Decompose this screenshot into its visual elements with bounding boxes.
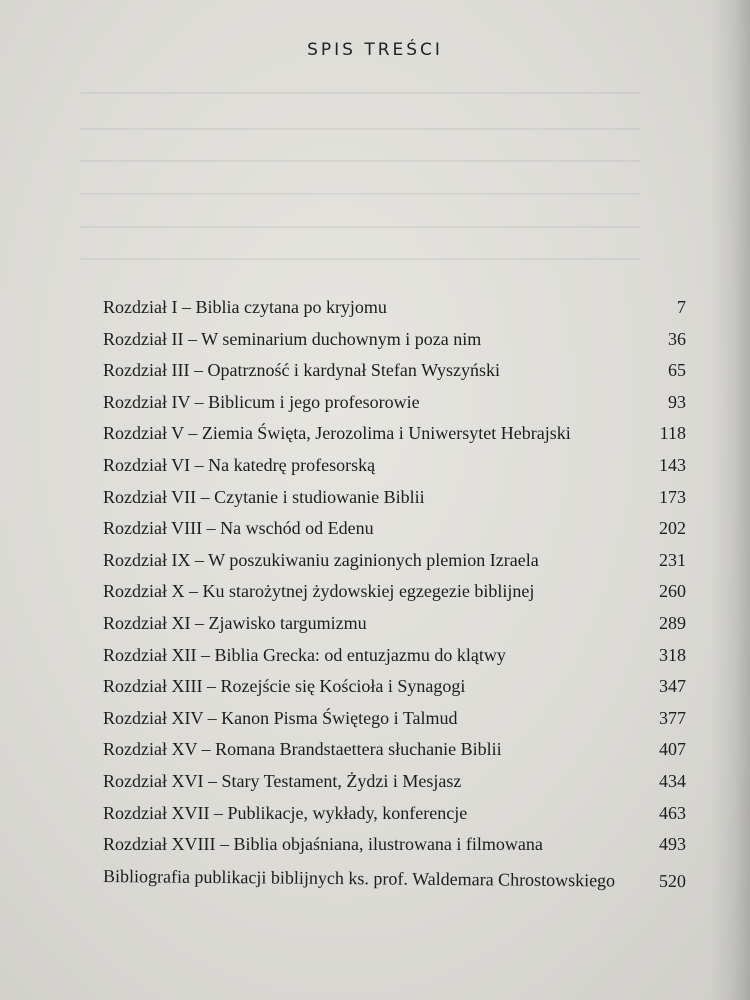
toc-row <box>103 608 686 640</box>
page-number: 202 <box>659 518 686 539</box>
toc-entry <box>103 703 458 735</box>
page-number: 7 <box>677 297 686 317</box>
chapter-title: Biblia czytana po kryjomu <box>195 297 387 317</box>
separator: – <box>190 391 209 412</box>
toc-entry <box>103 734 502 766</box>
chapter-label: Rozdział IV <box>103 391 191 412</box>
chapter-label: Rozdział I <box>103 297 178 317</box>
chapter-title: Na katedrę profesorską <box>208 454 376 475</box>
show-through-line <box>80 258 640 260</box>
page-number: 173 <box>659 486 686 507</box>
toc-row <box>103 734 686 766</box>
toc-row <box>103 829 686 861</box>
chapter-title: W seminarium duchownym i poza nim <box>201 328 482 349</box>
show-through-line <box>80 92 640 94</box>
toc-row <box>103 355 686 387</box>
chapter-label: Rozdział IX <box>103 549 191 570</box>
page-number: 93 <box>668 391 686 412</box>
separator: – <box>197 739 216 760</box>
separator: – <box>202 676 221 697</box>
page-number: 347 <box>659 676 686 697</box>
chapter-title: Biblia objaśniana, ilustrowana i filmowana <box>233 834 543 855</box>
page-number: 377 <box>659 707 686 728</box>
show-through-line <box>80 193 640 195</box>
page-number: 407 <box>659 739 686 760</box>
chapter-label: Rozdział II <box>103 328 184 349</box>
toc-row <box>103 545 686 577</box>
toc-row <box>103 671 686 703</box>
table-of-contents <box>103 292 686 892</box>
page-number: 463 <box>659 802 686 823</box>
page-number: 493 <box>659 834 686 855</box>
chapter-title: Publikacje, wykłady, konferencje <box>227 802 468 823</box>
chapter-label: Rozdział VI <box>103 454 191 475</box>
toc-entry <box>103 450 375 482</box>
show-through-line <box>80 226 640 228</box>
toc-entry <box>103 482 425 514</box>
separator: – <box>209 802 228 823</box>
toc-entry <box>103 798 467 830</box>
show-through-line <box>80 128 640 130</box>
toc-entry <box>103 324 481 356</box>
chapter-label: Rozdział XII <box>103 644 197 665</box>
separator: – <box>203 707 222 728</box>
chapter-label: Rozdział XIII <box>103 676 203 697</box>
page-number: 434 <box>659 770 686 791</box>
toc-entry <box>103 671 465 703</box>
separator: – <box>196 486 215 507</box>
chapter-label: Rozdział X <box>103 581 185 602</box>
toc-entry <box>103 513 374 545</box>
chapter-label: Rozdział XVI <box>103 770 204 791</box>
separator: – <box>189 360 208 381</box>
toc-entry <box>103 387 420 419</box>
chapter-title: Na wschód od Edenu <box>220 518 374 539</box>
page-number: 318 <box>659 644 686 665</box>
toc-row <box>103 324 686 356</box>
bibliography-title: Bibliografia publikacji biblijnych ks. prof. Waldemara Chrostowskiego <box>102 865 616 891</box>
toc-row <box>103 513 686 545</box>
chapter-title: Czytanie i studiowanie Biblii <box>214 486 425 507</box>
chapter-title: Opatrzność i kardynał Stefan Wyszyński <box>207 360 500 381</box>
chapter-title: Rozejście się Kościoła i Synagogi <box>220 676 466 697</box>
toc-entry <box>103 545 539 577</box>
separator: – <box>196 644 215 665</box>
toc-entry <box>103 576 534 608</box>
chapter-label: Rozdział XVIII <box>103 834 216 855</box>
chapter-title: Ku starożytnej żydowskiej egzegezie biblijnej <box>202 581 535 602</box>
chapter-label: Rozdział XV <box>103 739 198 760</box>
toc-entry <box>103 608 367 640</box>
toc-row-bibliography <box>103 861 686 898</box>
toc-entry <box>103 418 571 450</box>
chapter-label: Rozdział XI <box>103 612 191 633</box>
toc-row <box>103 482 686 514</box>
toc-row <box>103 576 686 608</box>
page-number: 118 <box>659 423 686 444</box>
chapter-label: Rozdział III <box>103 360 190 381</box>
toc-entry <box>103 640 506 672</box>
separator: – <box>183 328 202 349</box>
chapter-title: Biblia Grecka: od entuzjazmu do klątwy <box>214 644 506 665</box>
toc-row <box>103 450 686 482</box>
toc-row <box>103 387 686 419</box>
chapter-label: Rozdział XIV <box>103 707 204 728</box>
chapter-title: Kanon Pisma Świętego i Talmud <box>221 707 458 728</box>
toc-row <box>103 640 686 672</box>
separator: – <box>190 549 209 570</box>
toc-row <box>103 766 686 798</box>
separator: – <box>215 834 234 855</box>
chapter-title: Stary Testament, Żydzi i Mesjasz <box>221 770 462 791</box>
page-number: 143 <box>659 454 686 475</box>
toc-row <box>103 418 686 450</box>
separator: – <box>203 770 222 791</box>
toc-entry <box>103 292 387 324</box>
toc-entry <box>103 355 500 387</box>
chapter-label: Rozdział VIII <box>103 518 203 539</box>
chapter-label: Rozdział V <box>103 423 184 444</box>
separator: – <box>183 423 202 444</box>
page-number: 231 <box>659 549 686 570</box>
separator: – <box>190 612 209 633</box>
page-number: 65 <box>668 360 686 381</box>
chapter-title: Romana Brandstaettera słuchanie Biblii <box>215 739 502 760</box>
chapter-label: Rozdział VII <box>103 486 197 507</box>
page-number: 520 <box>658 870 687 891</box>
separator: – <box>184 581 203 602</box>
toc-row <box>103 703 686 735</box>
toc-row <box>103 292 686 324</box>
chapter-title: Zjawisko targumizmu <box>208 612 367 633</box>
toc-entry <box>103 766 461 798</box>
show-through-line <box>80 160 640 162</box>
page-number: 260 <box>659 581 686 602</box>
page-number: 36 <box>668 328 686 349</box>
chapter-title: W poszukiwaniu zaginionych plemion Izraela <box>208 549 539 570</box>
toc-row <box>103 798 686 830</box>
chapter-label: Rozdział XVII <box>103 802 210 823</box>
separator: – <box>177 297 196 317</box>
chapter-title: Biblicum i jego profesorowie <box>208 391 420 412</box>
page-title: SPIS TREŚCI <box>307 40 443 60</box>
separator: – <box>202 518 221 539</box>
chapter-title: Ziemia Święta, Jerozolima i Uniwersytet Hebrajski <box>201 423 571 444</box>
page-edge-shadow <box>710 0 750 1000</box>
toc-entry <box>103 829 543 861</box>
separator: – <box>190 454 209 475</box>
page-number: 289 <box>659 612 686 633</box>
